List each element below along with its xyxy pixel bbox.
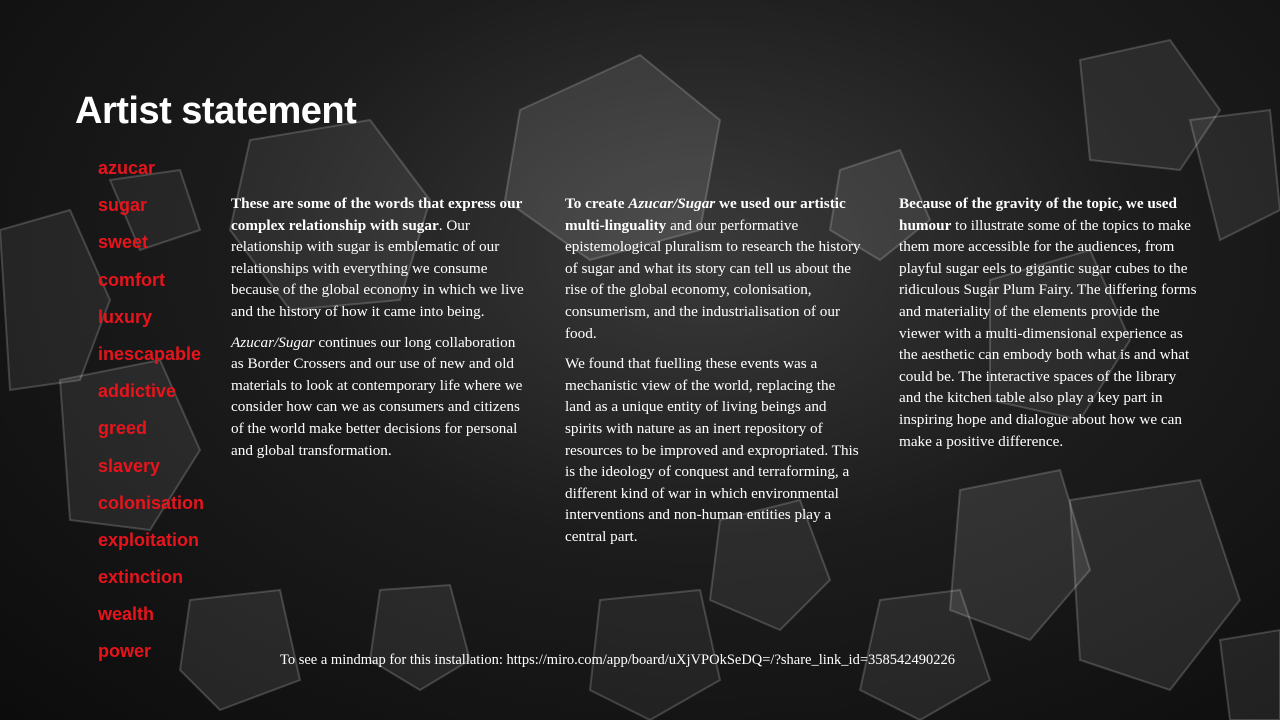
body-text: to illustrate some of the topics to make them more accessible for the audiences, from playful sugar eels to gigantic sugar cubes to the ridiculous Sugar Plum Fairy. The differing forms and materiality of the elements provide the viewer with a multi-dimensional experience as the aesthetic can embody both what is and what could be. The interactive spaces of the library and the kitchen table also play a key part in inspiring hope and dialogue about how we can make a positive difference. <box>899 216 1197 450</box>
word-item: luxury <box>98 306 153 327</box>
sugar-crystal <box>0 210 110 390</box>
body-text: We found that fuelling these events was a mechanistic view of the world, replacing the land as a unique entity of living beings and spirits with nature as an inert repository of resources to be improved and expropriated. This is the ideology of conquest and terraforming, a different kind of war in which environmental interventions and non-human entities play a central part. <box>565 355 859 545</box>
word-item: greed <box>98 418 148 439</box>
body-text: . Our relationship with sugar is emblematic of our relationships with everything we consume because of the global economy in which we live and the history of how it came into being. <box>231 216 524 320</box>
body-text: and our performative epistemological pluralism to research the history of sugar and what its story can tell us about the rise of the global economy, colonisation, consumerism, and the industrialisation of our food. <box>565 216 861 342</box>
word-item: addictive <box>98 381 177 402</box>
sugar-crystal <box>1190 110 1280 240</box>
word-list <box>98 156 204 677</box>
statement-column-1 <box>231 193 531 470</box>
sugar-crystal <box>950 470 1090 640</box>
word-item: exploitation <box>98 529 200 550</box>
word-item: azucar <box>98 158 156 178</box>
statement-column-2 <box>565 193 865 557</box>
work-title: Azucar/Sugar <box>231 333 315 351</box>
word-item: comfort <box>98 269 165 290</box>
emphasis-text: we used our artistic multi-linguality <box>565 195 846 234</box>
sugar-crystal <box>1070 480 1240 690</box>
emphasis-text: Because of the gravity of the topic, we used humour <box>899 195 1177 234</box>
emphasis-text: To create <box>565 195 629 212</box>
paragraph <box>565 193 865 344</box>
word-item: slavery <box>98 455 161 476</box>
statement-column-3 <box>899 193 1199 461</box>
sugar-crystal <box>1220 630 1280 720</box>
word-item: extinction <box>98 567 184 588</box>
emphasis-text: These are some of the words that express our complex relationship with sugar <box>231 195 523 234</box>
word-item: colonisation <box>98 492 205 513</box>
mindmap-link-text: To see a mindmap for this installation: https://miro.com/app/board/uXjVPOkSeDQ=/?share_link_id=358542490226 <box>280 652 956 668</box>
paragraph <box>899 193 1199 452</box>
word-item: power <box>98 641 152 662</box>
word-item: wealth <box>98 604 155 625</box>
paragraph <box>231 332 531 462</box>
paragraph <box>231 193 531 323</box>
sugar-crystal <box>370 585 470 690</box>
word-item: inescapable <box>98 343 202 364</box>
page-title: Artist statement <box>75 90 357 132</box>
word-item: sugar <box>98 195 148 216</box>
body-text: continues our long collaboration as Border Crossers and our use of new and old materials to look at contemporary life where we consider how can we as consumers and citizens of the world make better decisions for personal and global transformation. <box>231 333 523 459</box>
word-item: sweet <box>98 232 149 253</box>
work-title: Azucar/Sugar <box>628 195 716 212</box>
paragraph <box>565 353 865 547</box>
